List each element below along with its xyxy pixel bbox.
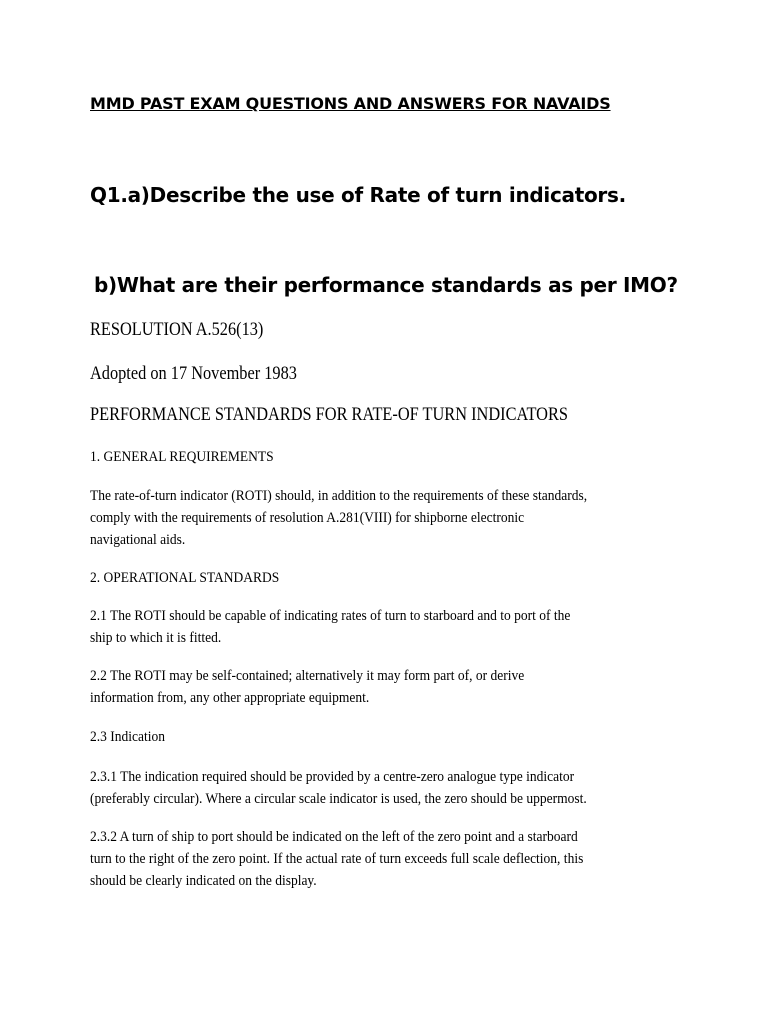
paragraph-line: ship to which it is fitted.: [90, 630, 222, 646]
paragraph-2-2: [90, 665, 524, 709]
paragraph-line: The rate-of-turn indicator (ROTI) should, in addition to the requirements of these standards,: [90, 488, 588, 504]
paragraph-line: 2.2 The ROTI may be self-contained; alternatively it may form part of, or derive: [90, 668, 525, 684]
resolution-number: RESOLUTION A.526(13): [90, 319, 264, 340]
paragraph-2-3-heading: 2.3 Indication: [90, 729, 165, 745]
section-2-heading: 2. OPERATIONAL STANDARDS: [90, 570, 280, 586]
paragraph-line: 2.1 The ROTI should be capable of indicating rates of turn to starboard and to port of the: [90, 608, 571, 624]
section-1-paragraph: [90, 485, 587, 551]
standards-title: PERFORMANCE STANDARDS FOR RATE-OF TURN INDICATORS: [90, 404, 568, 425]
adoption-date: Adopted on 17 November 1983: [90, 363, 297, 384]
paragraph-2-3-2: [90, 826, 583, 892]
paragraph-line: turn to the right of the zero point. If the actual rate of turn exceeds full scale deflection, this: [90, 851, 584, 867]
section-1-heading: 1. GENERAL REQUIREMENTS: [90, 449, 274, 465]
document-heading: MMD PAST EXAM QUESTIONS AND ANSWERS FOR NAVAIDS: [90, 94, 611, 113]
paragraph-line: (preferably circular). Where a circular scale indicator is used, the zero should be uppermost.: [90, 791, 587, 807]
paragraph-2-3-1: [90, 766, 587, 810]
paragraph-line: should be clearly indicated on the display.: [90, 873, 317, 889]
paragraph-line: navigational aids.: [90, 532, 186, 548]
paragraph-line: 2.3.1 The indication required should be provided by a centre-zero analogue type indicator: [90, 769, 575, 785]
paragraph-line: comply with the requirements of resolution A.281(VIII) for shipborne electronic: [90, 510, 525, 526]
paragraph-line: information from, any other appropriate equipment.: [90, 690, 370, 706]
paragraph-2-1: [90, 605, 570, 649]
question-a: Q1.a)Describe the use of Rate of turn indicators.: [90, 183, 626, 207]
question-b: b)What are their performance standards as per IMO?: [94, 273, 678, 297]
paragraph-line: 2.3.2 A turn of ship to port should be indicated on the left of the zero point and a starboard: [90, 829, 578, 845]
